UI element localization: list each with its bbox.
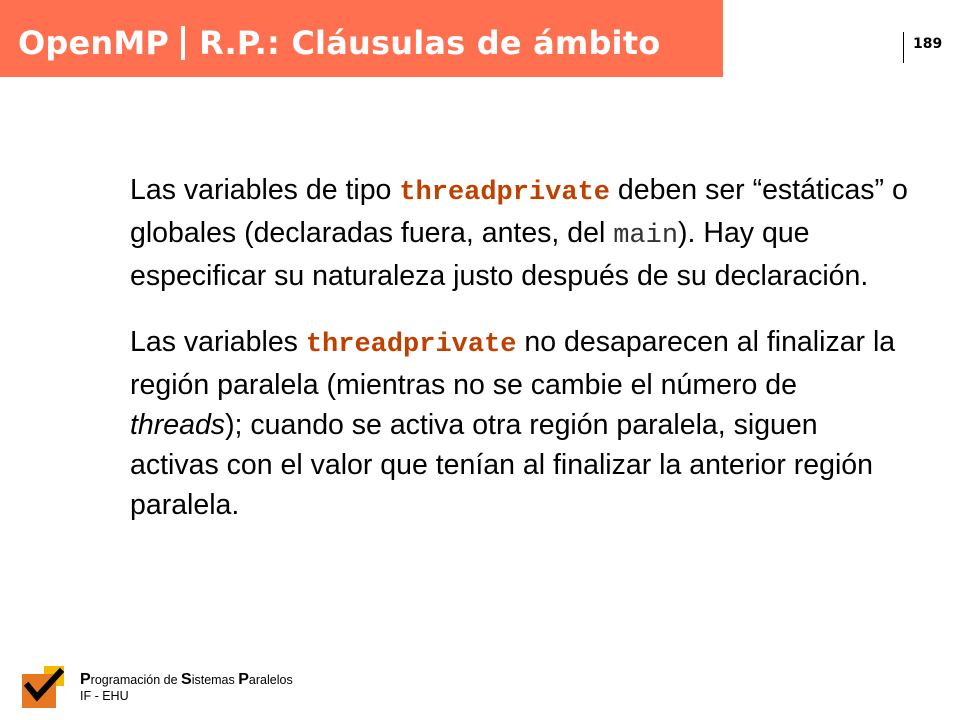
header-bar: [0, 0, 723, 77]
page-number-divider: [903, 32, 904, 63]
paragraph-2-text-a: Las variables: [130, 326, 306, 358]
paragraph-2-text-c: ); cuando se activa otra región paralela, siguen activas con el valor que tenían al finalizar la anterior región paralela.: [130, 409, 874, 521]
slide-body: [130, 170, 910, 525]
code-threadprivate: threadprivate: [399, 178, 610, 208]
italic-threads: threads: [130, 409, 226, 441]
paragraph-2: [130, 322, 910, 525]
paragraph-1-text-b: deben ser “estáticas” o globales (declaradas fuera, antes, del: [130, 174, 908, 249]
paragraph-2-text-b: no desaparecen al finalizar la región paralela (mientras no se cambie el número de: [130, 326, 896, 401]
code-main: main: [613, 221, 679, 251]
footer-credits: [80, 672, 293, 704]
title-separator: [181, 26, 185, 60]
page-number: 189: [913, 36, 943, 52]
footer-course-line: Programación de Sistemas Paralelos: [80, 671, 293, 688]
paragraph-1-text-a: Las variables de tipo: [130, 174, 400, 206]
footer-institution: IF - EHU: [80, 689, 129, 703]
paragraph-1-text-c: ). Hay que especificar su naturaleza justo después de su declaración.: [130, 217, 869, 292]
code-threadprivate-2: threadprivate: [305, 330, 517, 360]
checkmark-box-icon: [22, 666, 68, 708]
paragraph-1: [130, 170, 910, 296]
course-name: OpenMP: [18, 24, 170, 62]
header-title: [18, 24, 660, 62]
slide-title: R.P.: Cláusulas de ámbito: [199, 24, 661, 62]
